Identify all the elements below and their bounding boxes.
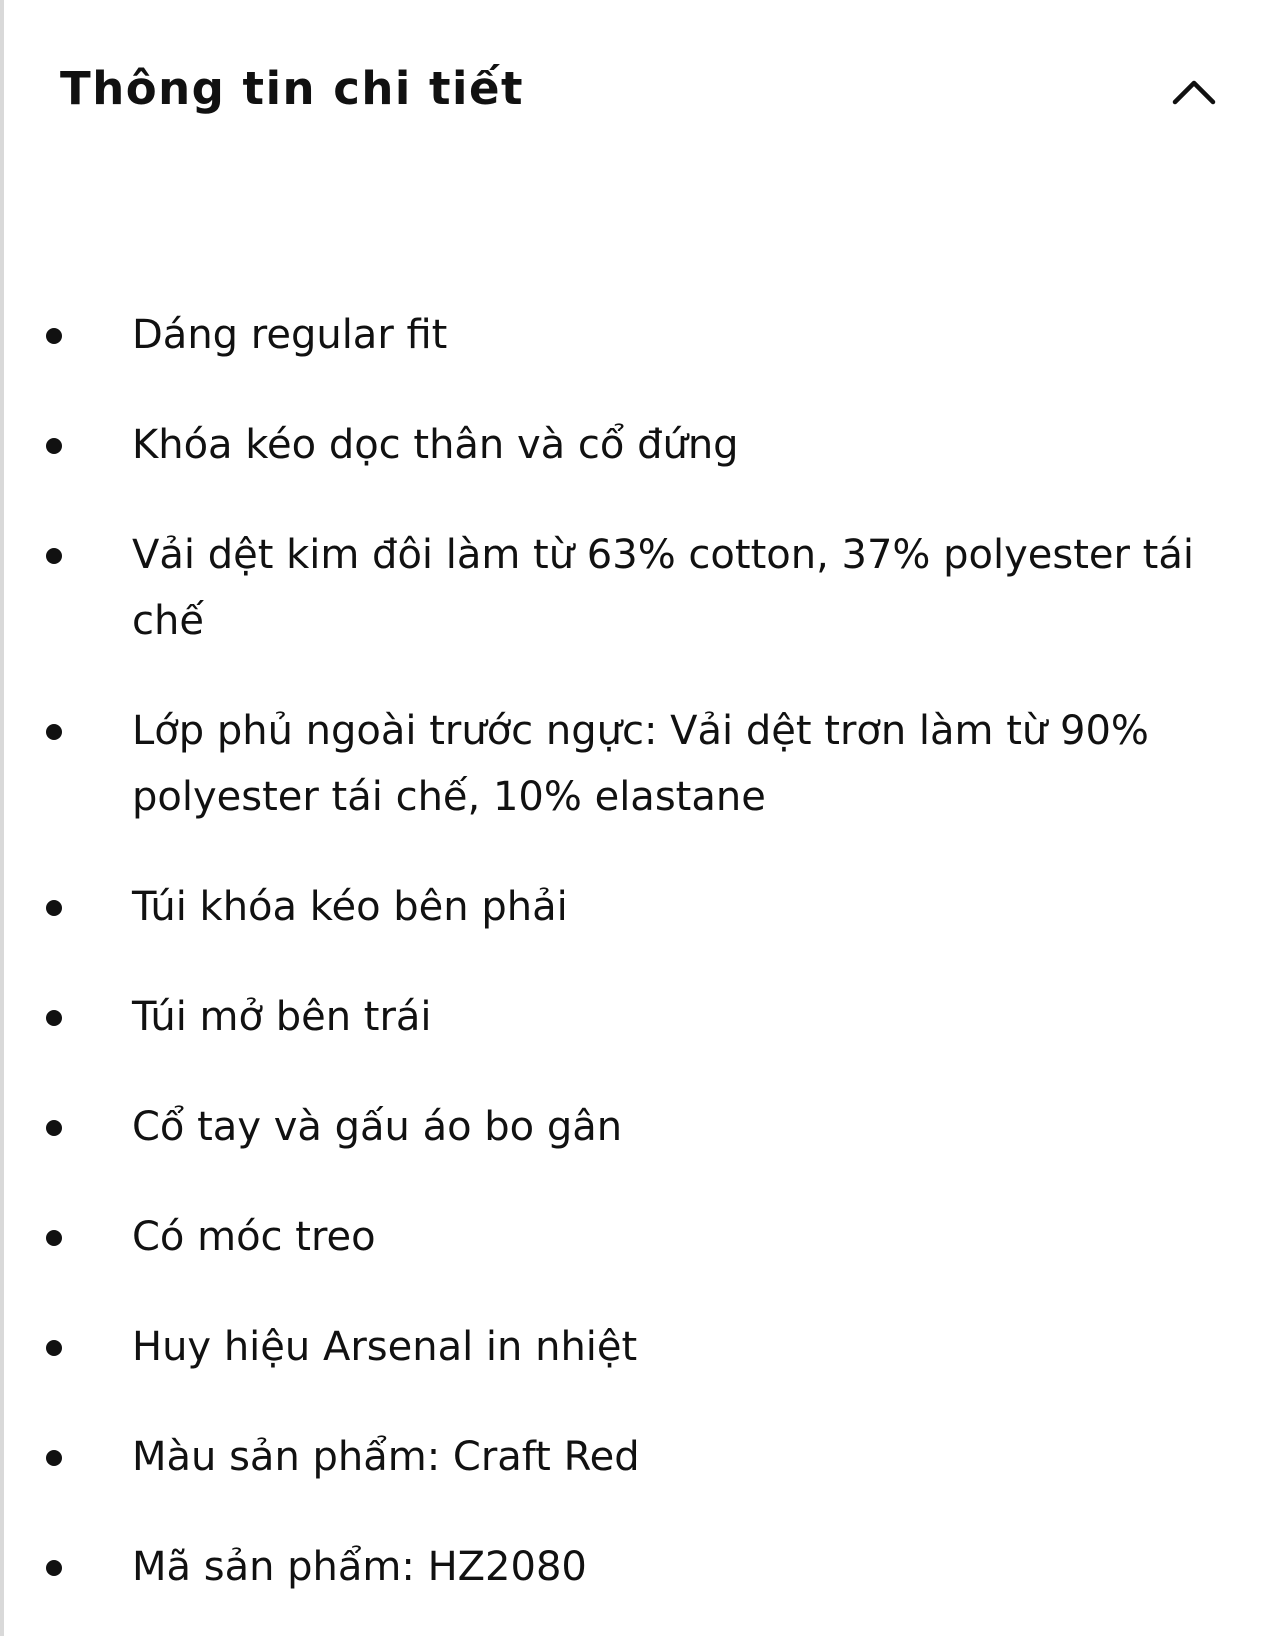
bullet-icon: [46, 1450, 62, 1466]
bullet-icon: [46, 1120, 62, 1136]
list-item-text: Cổ tay và gấu áo bo gân: [132, 1104, 623, 1150]
list-item: [0, 698, 1270, 830]
list-item: [0, 1534, 1270, 1600]
list-item: [0, 874, 1270, 940]
bullet-icon: [46, 1230, 62, 1246]
list-item: [0, 1424, 1270, 1490]
list-item-text: Khóa kéo dọc thân và cổ đứng: [132, 422, 739, 468]
list-item-text: Mã sản phẩm: HZ2080: [132, 1544, 587, 1590]
bullet-icon: [46, 900, 62, 916]
list-item-text: Lớp phủ ngoài trước ngực: Vải dệt trơn làm từ 90% polyester tái chế, 10% elastane: [132, 708, 1149, 820]
list-item-text: Túi mở bên trái: [132, 994, 432, 1040]
details-list: [0, 302, 1270, 1644]
list-item: [0, 522, 1270, 654]
bullet-icon: [46, 328, 62, 344]
list-item-text: Dáng regular fit: [132, 312, 448, 358]
list-item: [0, 1094, 1270, 1160]
list-item-text: Vải dệt kim đôi làm từ 63% cotton, 37% polyester tái chế: [132, 532, 1194, 644]
bullet-icon: [46, 1560, 62, 1576]
list-item: [0, 412, 1270, 478]
bullet-icon: [46, 1340, 62, 1356]
list-item: [0, 1314, 1270, 1380]
collapse-button[interactable]: [1164, 62, 1224, 122]
list-item: [0, 302, 1270, 368]
bullet-icon: [46, 1010, 62, 1026]
list-item-text: Túi khóa kéo bên phải: [132, 884, 568, 930]
list-item: [0, 1204, 1270, 1270]
bullet-icon: [46, 438, 62, 454]
list-item: [0, 984, 1270, 1050]
list-item-text: Có móc treo: [132, 1214, 376, 1260]
section-title: Thông tin chi tiết: [60, 62, 524, 115]
bullet-icon: [46, 548, 62, 564]
bullet-icon: [46, 724, 62, 740]
details-accordion-header[interactable]: [4, 40, 1270, 140]
list-item-text: Màu sản phẩm: Craft Red: [132, 1434, 640, 1480]
chevron-up-icon: [1171, 78, 1217, 106]
list-item-text: Huy hiệu Arsenal in nhiệt: [132, 1324, 638, 1370]
